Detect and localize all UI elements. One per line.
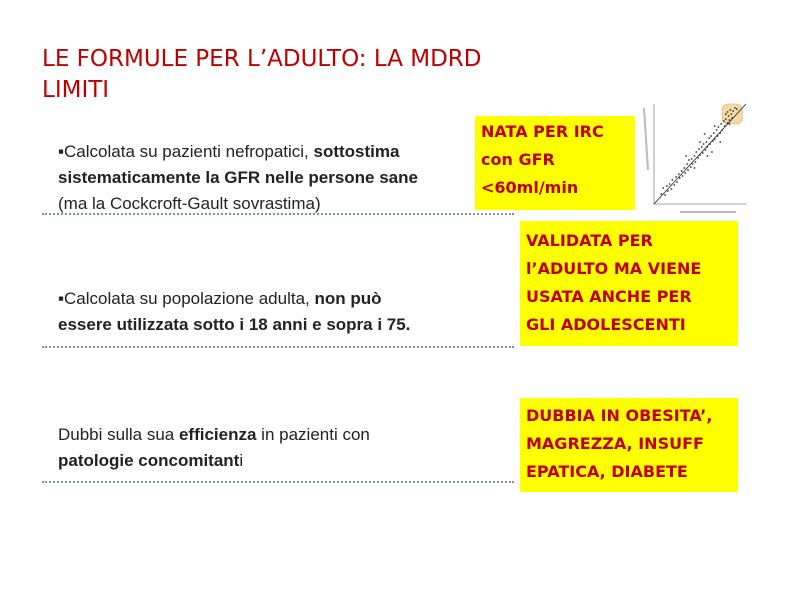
data-point bbox=[718, 126, 720, 128]
data-point bbox=[716, 129, 718, 131]
data-point bbox=[713, 132, 715, 134]
point-3-line-1: Dubbi sulla sua efficienza in pazienti con bbox=[58, 425, 370, 444]
data-point bbox=[688, 159, 690, 161]
data-point bbox=[685, 155, 687, 157]
title-line-1: LE FORMULE PER L’ADULTO: LA MDRD bbox=[42, 46, 482, 72]
bullet-icon: ▪ bbox=[58, 289, 65, 308]
data-point bbox=[734, 107, 736, 109]
data-point bbox=[725, 118, 727, 120]
data-point bbox=[673, 184, 675, 186]
data-point bbox=[669, 183, 671, 185]
bullet-icon: ▪ bbox=[58, 142, 65, 161]
data-point bbox=[694, 155, 696, 157]
data-point bbox=[686, 163, 688, 165]
data-point bbox=[711, 151, 713, 153]
data-point bbox=[695, 151, 697, 153]
data-point bbox=[666, 185, 668, 187]
data-point bbox=[662, 187, 664, 189]
data-point bbox=[701, 146, 703, 148]
point-1-line-1: ▪Calcolata su pazienti nefropatici, sottostima bbox=[58, 142, 400, 161]
separator-3 bbox=[42, 481, 514, 483]
data-point bbox=[681, 170, 683, 172]
data-point bbox=[704, 133, 706, 135]
slide-title bbox=[42, 44, 562, 106]
data-point bbox=[732, 110, 734, 112]
data-point bbox=[699, 141, 701, 143]
separator-1 bbox=[42, 213, 514, 215]
point-2 bbox=[58, 286, 410, 338]
point-3-line-2: patologie concomitanti bbox=[58, 451, 244, 470]
data-point bbox=[725, 113, 727, 115]
data-point bbox=[683, 167, 685, 169]
data-point bbox=[706, 155, 708, 157]
data-point bbox=[695, 161, 697, 163]
data-point bbox=[723, 120, 725, 122]
point-3 bbox=[58, 422, 370, 474]
data-point bbox=[687, 169, 689, 171]
separator-2 bbox=[42, 346, 514, 348]
data-point bbox=[702, 152, 704, 154]
data-point bbox=[676, 181, 678, 183]
data-point bbox=[705, 149, 707, 151]
data-point bbox=[710, 135, 712, 137]
point-1-line-3: (ma la Cockcroft-Gault sovrastima) bbox=[58, 194, 321, 213]
data-point bbox=[708, 137, 710, 139]
data-point bbox=[714, 125, 716, 127]
note-dubbia: DUBBIA IN OBESITA’, MAGREZZA, INSUFF EPATICA, DIABETE bbox=[520, 398, 738, 492]
data-point bbox=[694, 167, 696, 169]
data-point bbox=[684, 172, 686, 174]
data-point bbox=[698, 148, 700, 150]
data-point bbox=[728, 115, 730, 117]
data-point bbox=[736, 108, 738, 110]
data-point bbox=[706, 141, 708, 143]
data-point bbox=[678, 173, 680, 175]
data-point bbox=[664, 194, 666, 196]
data-point bbox=[703, 143, 705, 145]
data-point bbox=[691, 158, 693, 160]
data-point bbox=[675, 176, 677, 178]
data-point bbox=[660, 193, 662, 195]
data-point bbox=[727, 111, 729, 113]
data-point bbox=[720, 123, 722, 125]
data-point bbox=[672, 179, 674, 181]
data-point bbox=[730, 113, 732, 115]
data-point bbox=[697, 157, 699, 159]
data-point bbox=[682, 175, 684, 177]
point-1-line-2: sistematicamente la GFR nelle persone sane bbox=[58, 168, 418, 187]
point-2-line-1: ▪Calcolata su popolazione adulta, non può bbox=[58, 289, 382, 308]
title-line-2: LIMITI bbox=[42, 77, 110, 103]
data-point bbox=[729, 119, 731, 121]
point-1 bbox=[58, 139, 418, 217]
data-point bbox=[667, 190, 669, 192]
point-2-line-2: essere utilizzata sotto i 18 anni e sopra i 75. bbox=[58, 315, 411, 334]
scatter-plot-thumbnail bbox=[640, 100, 750, 216]
data-point bbox=[729, 109, 731, 111]
note-adulto: VALIDATA PER l’ADULTO MA VIENE USATA ANCHE PER GLI ADOLESCENTI bbox=[520, 221, 738, 346]
data-point bbox=[719, 141, 721, 143]
data-point bbox=[671, 188, 673, 190]
note-irc: NATA PER IRC con GFR <60ml/min bbox=[475, 116, 635, 210]
data-point bbox=[692, 163, 694, 165]
data-point bbox=[729, 123, 731, 125]
data-point bbox=[679, 177, 681, 179]
data-point bbox=[690, 166, 692, 168]
